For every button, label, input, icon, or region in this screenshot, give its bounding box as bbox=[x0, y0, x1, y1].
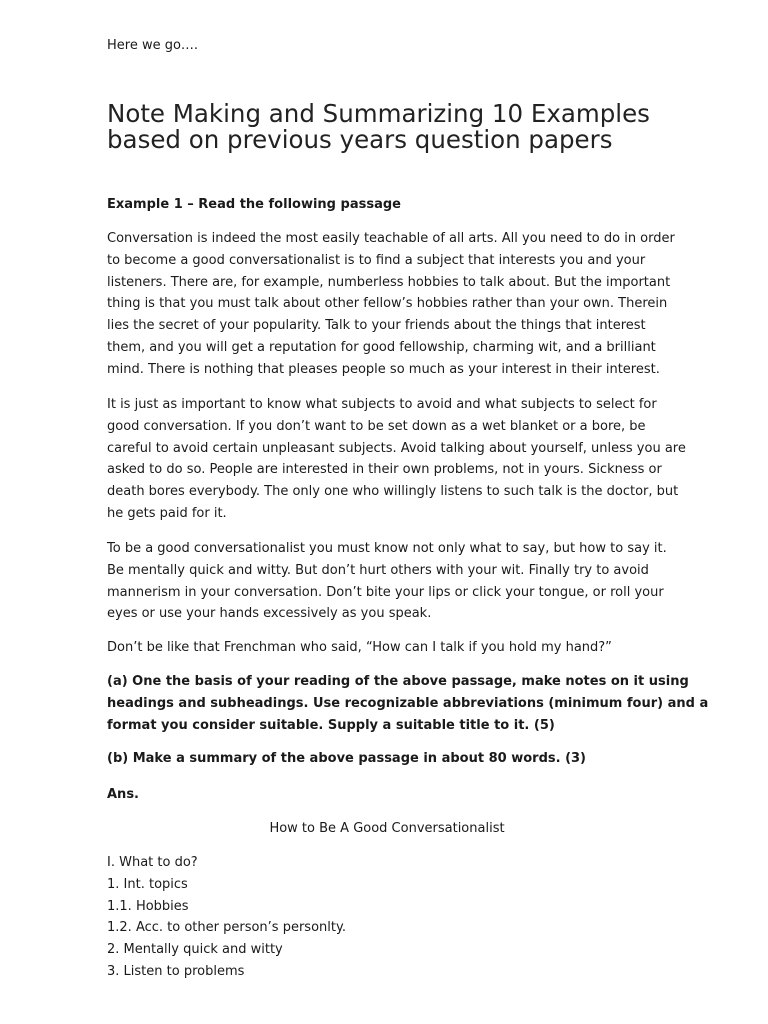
text-line: Conversation is indeed the most easily teachable of all arts. All you need to do in order bbox=[107, 231, 675, 246]
notes-item: I. What to do? bbox=[107, 855, 198, 870]
question-a bbox=[107, 671, 709, 736]
text-line: It is just as important to know what subjects to avoid and what subjects to select for bbox=[107, 397, 657, 412]
document-title bbox=[107, 101, 687, 153]
text-line: good conversation. If you don’t want to be set down as a wet blanket or a bore, be bbox=[107, 418, 646, 434]
passage-paragraph-2 bbox=[107, 394, 686, 525]
text-line: lies the secret of your popularity. Talk to your friends about the things that interest bbox=[107, 318, 646, 334]
text-line: death bores everybody. The only one who willingly listens to such talk is the doctor, but bbox=[107, 484, 679, 500]
answer-label: Ans. bbox=[107, 787, 139, 802]
question-b bbox=[107, 748, 667, 770]
text-line: (a) One the basis of your reading of the above passage, make notes on it using bbox=[107, 674, 689, 689]
title-line: Note Making and Summarizing 10 Examples bbox=[107, 99, 650, 128]
notes-item: 1.2. Acc. to other person’s personlty. bbox=[107, 920, 346, 936]
notes-item: 2. Mentally quick and witty bbox=[107, 942, 283, 958]
text-line: To be a good conversationalist you must know not only what to say, but how to say it. bbox=[107, 541, 667, 556]
notes-list bbox=[107, 852, 346, 983]
text-line: asked to do so. People are interested in their own problems, not in yours. Sickness or bbox=[107, 462, 662, 478]
text-line: listeners. There are, for example, numberless hobbies to talk about. But the important bbox=[107, 274, 671, 290]
intro-text: Here we go…. bbox=[107, 38, 199, 53]
text-line: he gets paid for it. bbox=[107, 505, 227, 521]
passage-paragraph-1 bbox=[107, 228, 675, 381]
passage-paragraph-4 bbox=[107, 637, 667, 659]
text-line: careful to avoid certain unpleasant subjects. Avoid talking about yourself, unless you are bbox=[107, 440, 686, 456]
text-line: Don’t be like that Frenchman who said, “How can I talk if you hold my hand?” bbox=[107, 640, 612, 655]
text-line: to become a good conversationalist is to find a subject that interests you and your bbox=[107, 252, 646, 268]
text-line: format you consider suitable. Supply a suitable title to it. (5) bbox=[107, 717, 555, 733]
text-line: (b) Make a summary of the above passage in about 80 words. (3) bbox=[107, 751, 587, 766]
text-line: eyes or use your hands excessively as you speak. bbox=[107, 606, 432, 622]
text-line: Be mentally quick and witty. But don’t hurt others with your wit. Finally try to avoid bbox=[107, 562, 649, 578]
passage-paragraph-3 bbox=[107, 538, 667, 625]
text-line: headings and subheadings. Use recognizable abbreviations (minimum four) and a bbox=[107, 695, 709, 711]
text-line: them, and you will get a reputation for good fellowship, charming wit, and a brilliant bbox=[107, 339, 656, 355]
text-line: mind. There is nothing that pleases people so much as your interest in their interest. bbox=[107, 361, 660, 377]
notes-item: 3. Listen to problems bbox=[107, 963, 245, 979]
notes-title: How to Be A Good Conversationalist bbox=[269, 821, 505, 836]
text-line: thing is that you must talk about other fellow’s hobbies rather than your own. Therein bbox=[107, 296, 668, 312]
example-heading: Example 1 – Read the following passage bbox=[107, 197, 401, 212]
notes-item: 1.1. Hobbies bbox=[107, 898, 189, 914]
notes-item: 1. Int. topics bbox=[107, 876, 188, 892]
title-line: based on previous years question papers bbox=[107, 125, 613, 154]
text-line: mannerism in your conversation. Don’t bite your lips or click your tongue, or roll your bbox=[107, 584, 664, 600]
